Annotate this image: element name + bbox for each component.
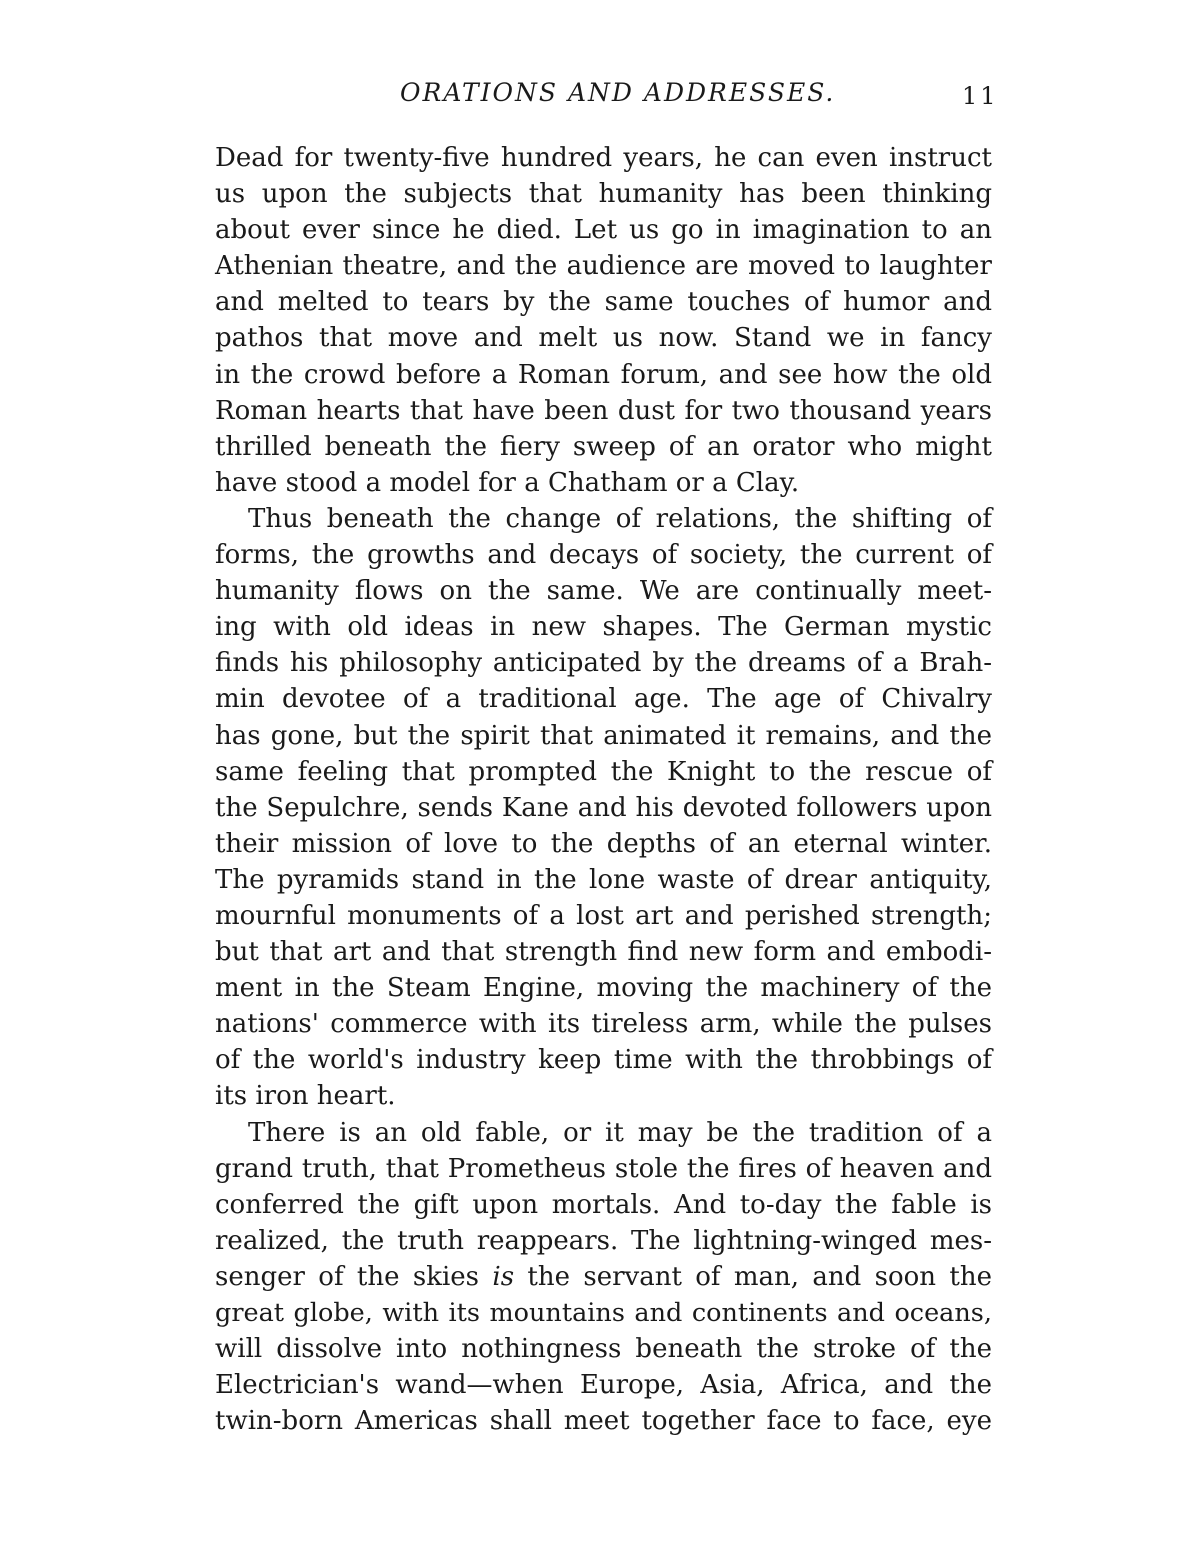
- text-line: thrilled beneath the fiery sweep of an orator who might: [215, 431, 992, 462]
- text-line: The pyramids stand in the lone waste of drear antiquity,: [215, 864, 992, 895]
- running-head: ORATIONS AND ADDRESSES.: [400, 78, 836, 107]
- text-line: mournful monuments of a lost art and perished strength;: [215, 900, 992, 931]
- body-text: [215, 140, 992, 1439]
- text-line: us upon the subjects that humanity has been thinking: [215, 179, 992, 210]
- text-line: Thus beneath the change of relations, the shifting of: [248, 503, 992, 534]
- text-line: same feeling that prompted the Knight to the rescue of: [215, 756, 992, 787]
- text-line: nations' commerce with its tireless arm, while the pulses: [215, 1009, 992, 1040]
- text-line: Roman hearts that have been dust for two thousand years: [215, 395, 992, 426]
- text-line: forms, the growths and decays of society, the current of: [215, 540, 992, 571]
- text-line: will dissolve into nothingness beneath the stroke of the: [215, 1334, 992, 1365]
- text-line: senger of the skies is the servant of man, and soon the: [215, 1261, 992, 1292]
- text-line: min devotee of a traditional age. The age of Chivalry: [215, 684, 992, 715]
- text-line: realized, the truth reappears. The lightning-winged mes-: [215, 1225, 992, 1256]
- text-line: of the world's industry keep time with the throbbings of: [215, 1045, 992, 1076]
- text-line: ment in the Steam Engine, moving the machinery of the: [215, 973, 992, 1004]
- text-line: the Sepulchre, sends Kane and his devoted followers upon: [215, 792, 992, 823]
- text-line: Dead for twenty-five hundred years, he can even instruct: [215, 143, 992, 173]
- text-line: humanity flows on the same. We are continually meet-: [215, 576, 992, 607]
- page-number: 11: [962, 82, 999, 110]
- text-line: Athenian theatre, and the audience are moved to laughter: [215, 251, 992, 282]
- text-line: finds his philosophy anticipated by the dreams of a Brah-: [215, 648, 992, 679]
- text-line: have stood a model for a Chatham or a Clay.: [215, 467, 800, 498]
- text-line: great globe, with its mountains and continents and oceans,: [215, 1298, 992, 1328]
- text-line: their mission of love to the depths of an eternal winter.: [215, 828, 992, 859]
- text-line: Electrician's wand—when Europe, Asia, Africa, and the: [215, 1370, 992, 1401]
- paragraph-3: [215, 1115, 992, 1440]
- text-line: and melted to tears by the same touches of humor and: [215, 287, 992, 318]
- paragraph-2: [215, 501, 992, 1115]
- text-line: grand truth, that Prometheus stole the fires of heaven and: [215, 1153, 992, 1184]
- text-line: twin-born Americas shall meet together face to face, eye: [215, 1406, 992, 1437]
- text-line: but that art and that strength find new form and embodi-: [215, 937, 992, 968]
- text-line: There is an old fable, or it may be the tradition of a: [248, 1117, 992, 1148]
- paragraph-1: [215, 140, 992, 501]
- text-line: has gone, but the spirit that animated it remains, and the: [215, 720, 992, 751]
- text-line: in the crowd before a Roman forum, and see how the old: [215, 359, 992, 390]
- text-line: its iron heart.: [215, 1081, 396, 1112]
- text-line: about ever since he died. Let us go in imagination to an: [215, 215, 992, 246]
- text-line: pathos that move and melt us now. Stand we in fancy: [215, 323, 992, 354]
- text-line: conferred the gift upon mortals. And to-day the fable is: [215, 1189, 992, 1220]
- text-line: ing with old ideas in new shapes. The German mystic: [215, 612, 992, 643]
